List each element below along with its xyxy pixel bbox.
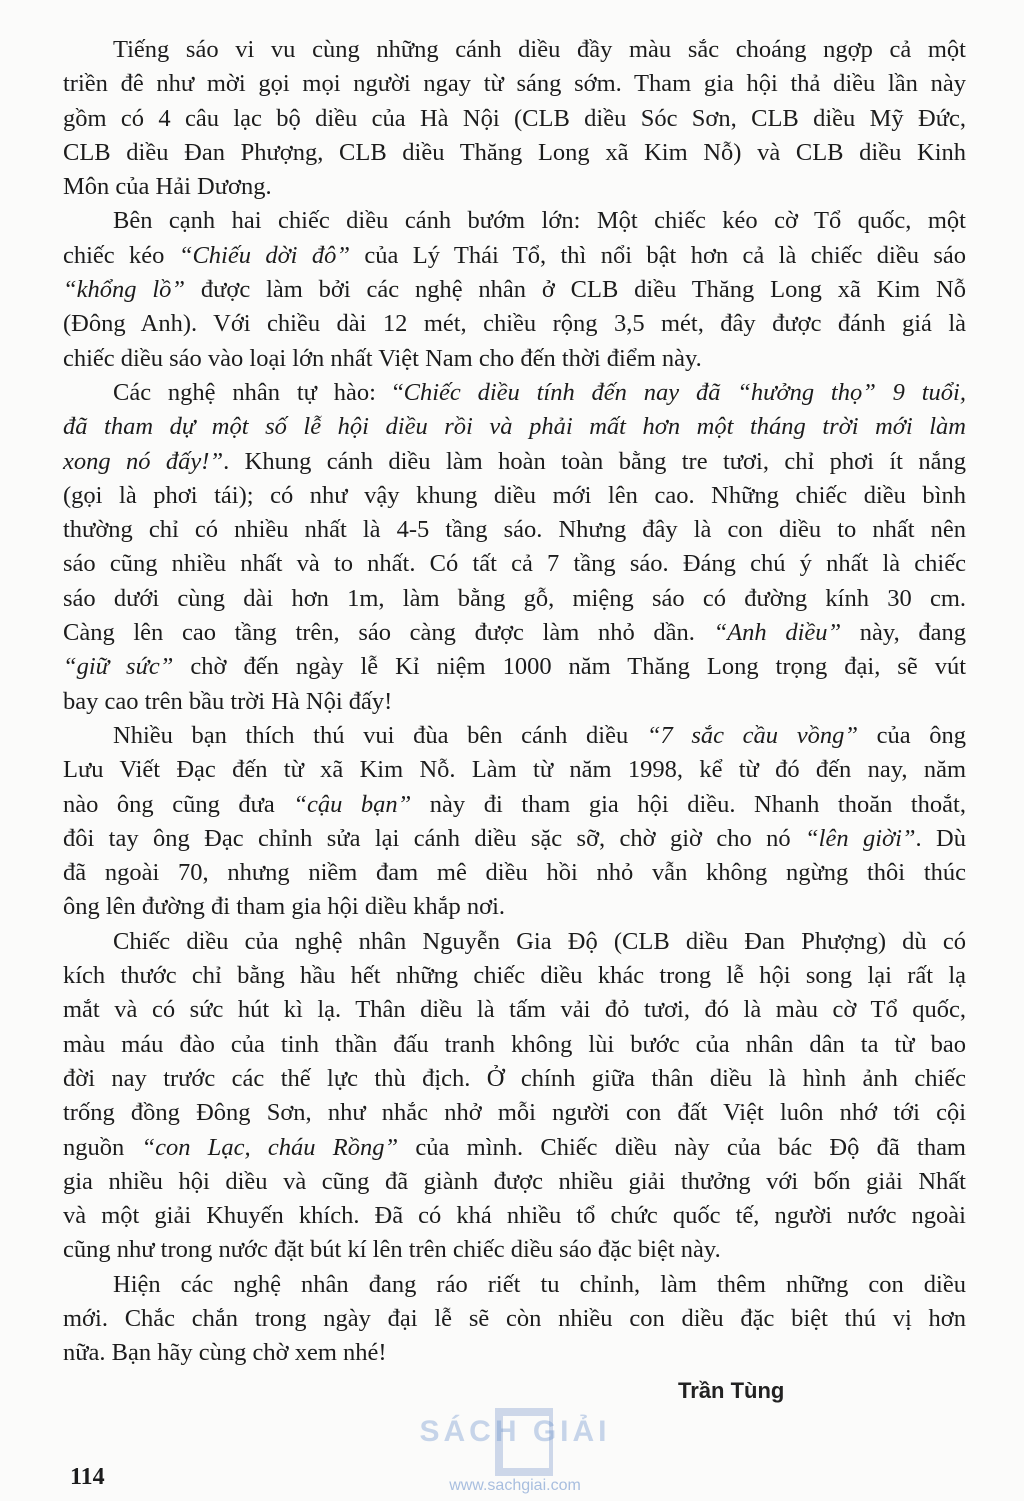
text-segment: nữa. Bạn hãy cùng chờ xem nhé! (63, 1339, 387, 1367)
text-line (63, 342, 966, 376)
text-segment: trống đồng Đông Sơn, như nhắc nhở mỗi người con đất Việt luôn nhớ tới cội (63, 1099, 966, 1127)
text-segment: Càng lên cao tầng trên, sáo càng được làm nhỏ dần. (63, 619, 714, 647)
italic-quote: “7 sắc cầu vồng” (646, 721, 858, 749)
text-line (63, 822, 966, 856)
text-line (63, 410, 966, 444)
text-segment: . Dù (915, 824, 966, 852)
text-segment: Nhiều bạn thích thú vui đùa bên cánh diều (113, 721, 647, 749)
italic-quote: xong nó đấy!” (63, 447, 224, 475)
text-line (63, 102, 966, 136)
text-line (63, 547, 966, 581)
italic-quote: “Anh diều” (713, 619, 842, 647)
page-number: 114 (70, 1464, 105, 1490)
text-line (63, 582, 966, 616)
paragraph (63, 376, 966, 719)
text-segment: CLB diều Đan Phượng, CLB diều Thăng Long xã Kim Nỗ) và CLB diều Kinh (63, 138, 966, 166)
text-segment: màu máu đào của tinh thần đấu tranh không lùi bước của nhân dân ta từ bao (63, 1030, 966, 1058)
author-name: Trần Tùng (678, 1378, 785, 1403)
text-segment: sáo dưới cùng dài hơn 1m, làm bằng gỗ, miệng sáo có đường kính 30 cm. (63, 584, 966, 612)
text-segment: Chiếc diều của nghệ nhân Nguyễn Gia Độ (CLB diều Đan Phượng) dù có (113, 927, 966, 955)
text-line (63, 513, 966, 547)
italic-quote: Chiếc diều tính đến nay đã “hưởng thọ” 9 tuổi, (403, 378, 966, 406)
italic-quote: “giữ sức” (63, 653, 174, 681)
text-segment: sáo cũng nhiều nhất và to nhất. Có tất cả 7 tầng sáo. Đáng chú ý nhất là chiếc (63, 550, 966, 578)
text-segment: ông lên đường đi tham gia hội diều khắp nơi. (63, 893, 506, 921)
text-line (63, 170, 966, 204)
text-line (63, 685, 966, 719)
text-line (63, 788, 966, 822)
italic-quote: đã tham dự một số lễ hội diều rồi và phải mất hơn một tháng trời mới làm (63, 413, 966, 441)
text-segment: và một giải Khuyến khích. Đã có khá nhiều tổ chức quốc tế, người nước ngoài (63, 1202, 966, 1230)
text-segment: nào ông cũng đưa (63, 790, 294, 818)
text-segment: chiếc diều sáo vào loại lớn nhất Việt Nam cho đến thời điểm này. (63, 344, 702, 372)
text-line (63, 1165, 966, 1199)
text-line (63, 925, 966, 959)
text-segment: được làm bởi các nghệ nhân ở CLB diều Thăng Long xã Kim Nỗ (185, 276, 966, 304)
text-line (63, 1233, 966, 1267)
text-line (63, 1096, 966, 1130)
text-line (63, 204, 966, 238)
paragraph (63, 925, 966, 1268)
italic-quote: “khổng lồ” (63, 276, 186, 304)
text-segment: bay cao trên bầu trời Hà Nội đấy! (63, 687, 393, 715)
text-line (63, 33, 966, 67)
text-segment: Bên cạnh hai chiếc diều cánh bướm lớn: Một chiếc kéo cờ Tổ quốc, một (113, 207, 966, 235)
text-segment: Tiếng sáo vi vu cùng những cánh diều đầy màu sắc choáng ngợp cả một (113, 36, 966, 63)
text-line (63, 959, 966, 993)
text-segment: này đi tham gia hội diều. Nhanh thoăn thoắt, (411, 790, 966, 818)
italic-quote: “lên giời” (805, 824, 916, 852)
text-line (63, 1062, 966, 1096)
text-segment: của ông (857, 721, 967, 749)
italic-quote: “con Lạc, cháu Rồng” (141, 1133, 399, 1161)
text-segment: Lưu Viết Đạc đến từ xã Kim Nỗ. Làm từ năm 1998, kể từ đó đến nay, năm (63, 756, 966, 784)
text-line (63, 856, 966, 890)
text-line (63, 993, 966, 1027)
text-segment: Hiện các nghệ nhân đang ráo riết tu chỉnh, làm thêm những con diều (113, 1270, 966, 1298)
text-line (63, 753, 966, 787)
text-segment: đời nay trước các thế lực thù địch. Ở chính giữa thân diều là hình ảnh chiếc (63, 1064, 966, 1092)
text-segment: của Lý Thái Tổ, thì nổi bật hơn cả là chiếc diều sáo (350, 241, 967, 269)
article-body (63, 33, 966, 1371)
text-line (63, 1131, 966, 1165)
paragraph (63, 1268, 966, 1371)
text-segment: Các nghệ nhân tự hào: “ (113, 378, 404, 406)
text-segment: này, đang (841, 619, 966, 647)
text-segment: mắt và có sức hút kì lạ. Thân diều là tấm vải đỏ tươi, đó là màu cờ Tổ quốc, (63, 996, 966, 1024)
text-segment: đã ngoài 70, nhưng niềm đam mê diều hồi nhỏ vẫn không ngừng thôi thúc (63, 859, 966, 887)
text-line (63, 239, 966, 273)
text-segment: gia nhiều hội diều và cũng đã giành được nhiều giải thưởng với bốn giải Nhất (63, 1167, 966, 1195)
text-line (63, 479, 966, 513)
watermark-logo (400, 1408, 630, 1500)
text-line (63, 1028, 966, 1062)
text-segment: đôi tay ông Đạc chỉnh sửa lại cánh diều sặc sỡ, chờ giờ cho nó (63, 824, 806, 852)
text-line (63, 67, 966, 101)
text-segment: chiếc kéo (63, 241, 179, 269)
watermark-emblem-icon (495, 1408, 553, 1476)
italic-quote: “cậu bạn” (293, 790, 412, 818)
text-segment: Môn của Hải Dương. (63, 173, 272, 201)
text-line (63, 445, 966, 479)
text-segment: . Khung cánh diều làm hoàn toàn bằng tre tươi, chỉ phơi ít nắng (223, 447, 966, 475)
text-segment: kích thước chỉ bằng hầu hết những chiếc diều khác trong lễ hội song lại rất lạ (63, 962, 966, 990)
text-line (63, 1199, 966, 1233)
text-line (63, 307, 966, 341)
text-segment: (gọi là phơi tái); có như vậy khung diều mới lên cao. Những chiếc diều bình (63, 481, 966, 509)
text-segment: mới. Chắc chắn trong ngày đại lễ sẽ còn nhiều con diều đặc biệt thú vị hơn (63, 1304, 966, 1332)
text-line (63, 890, 966, 924)
text-segment: của mình. Chiếc diều này của bác Độ đã tham (398, 1133, 966, 1161)
text-line (63, 1336, 966, 1370)
text-segment: gồm có 4 câu lạc bộ diều của Hà Nội (CLB diều Sóc Sơn, CLB diều Mỹ Đức, (63, 104, 966, 132)
text-line (63, 376, 966, 410)
text-line (63, 1302, 966, 1336)
italic-quote: “Chiếu dời đô” (178, 241, 350, 269)
paragraph (63, 719, 966, 925)
text-segment: chờ đến ngày lễ Kỉ niệm 1000 năm Thăng Long trọng đại, sẽ vút (173, 653, 966, 681)
text-segment: nguồn (63, 1133, 142, 1161)
watermark-url: www.sachgiai.com (449, 1477, 581, 1494)
text-line (63, 616, 966, 650)
text-segment: triền đê như mời gọi mọi người ngay từ sáng sớm. Tham gia hội thả diều lần này (63, 70, 966, 98)
text-line (63, 273, 966, 307)
text-line (63, 1268, 966, 1302)
text-segment: cũng như trong nước đặt bút kí lên trên chiếc diều sáo đặc biệt này. (63, 1236, 721, 1264)
text-segment: (Đông Anh). Với chiều dài 12 mét, chiều rộng 3,5 mét, đây được đánh giá là (63, 310, 966, 338)
text-segment: thường chỉ có nhiều nhất là 4-5 tầng sáo. Nhưng đây là con diều to nhất nên (63, 516, 966, 544)
text-line (63, 719, 966, 753)
text-line (63, 136, 966, 170)
paragraph (63, 33, 966, 204)
watermark-title: SÁCH GIẢI (419, 1415, 611, 1448)
text-line (63, 650, 966, 684)
paragraph (63, 204, 966, 375)
